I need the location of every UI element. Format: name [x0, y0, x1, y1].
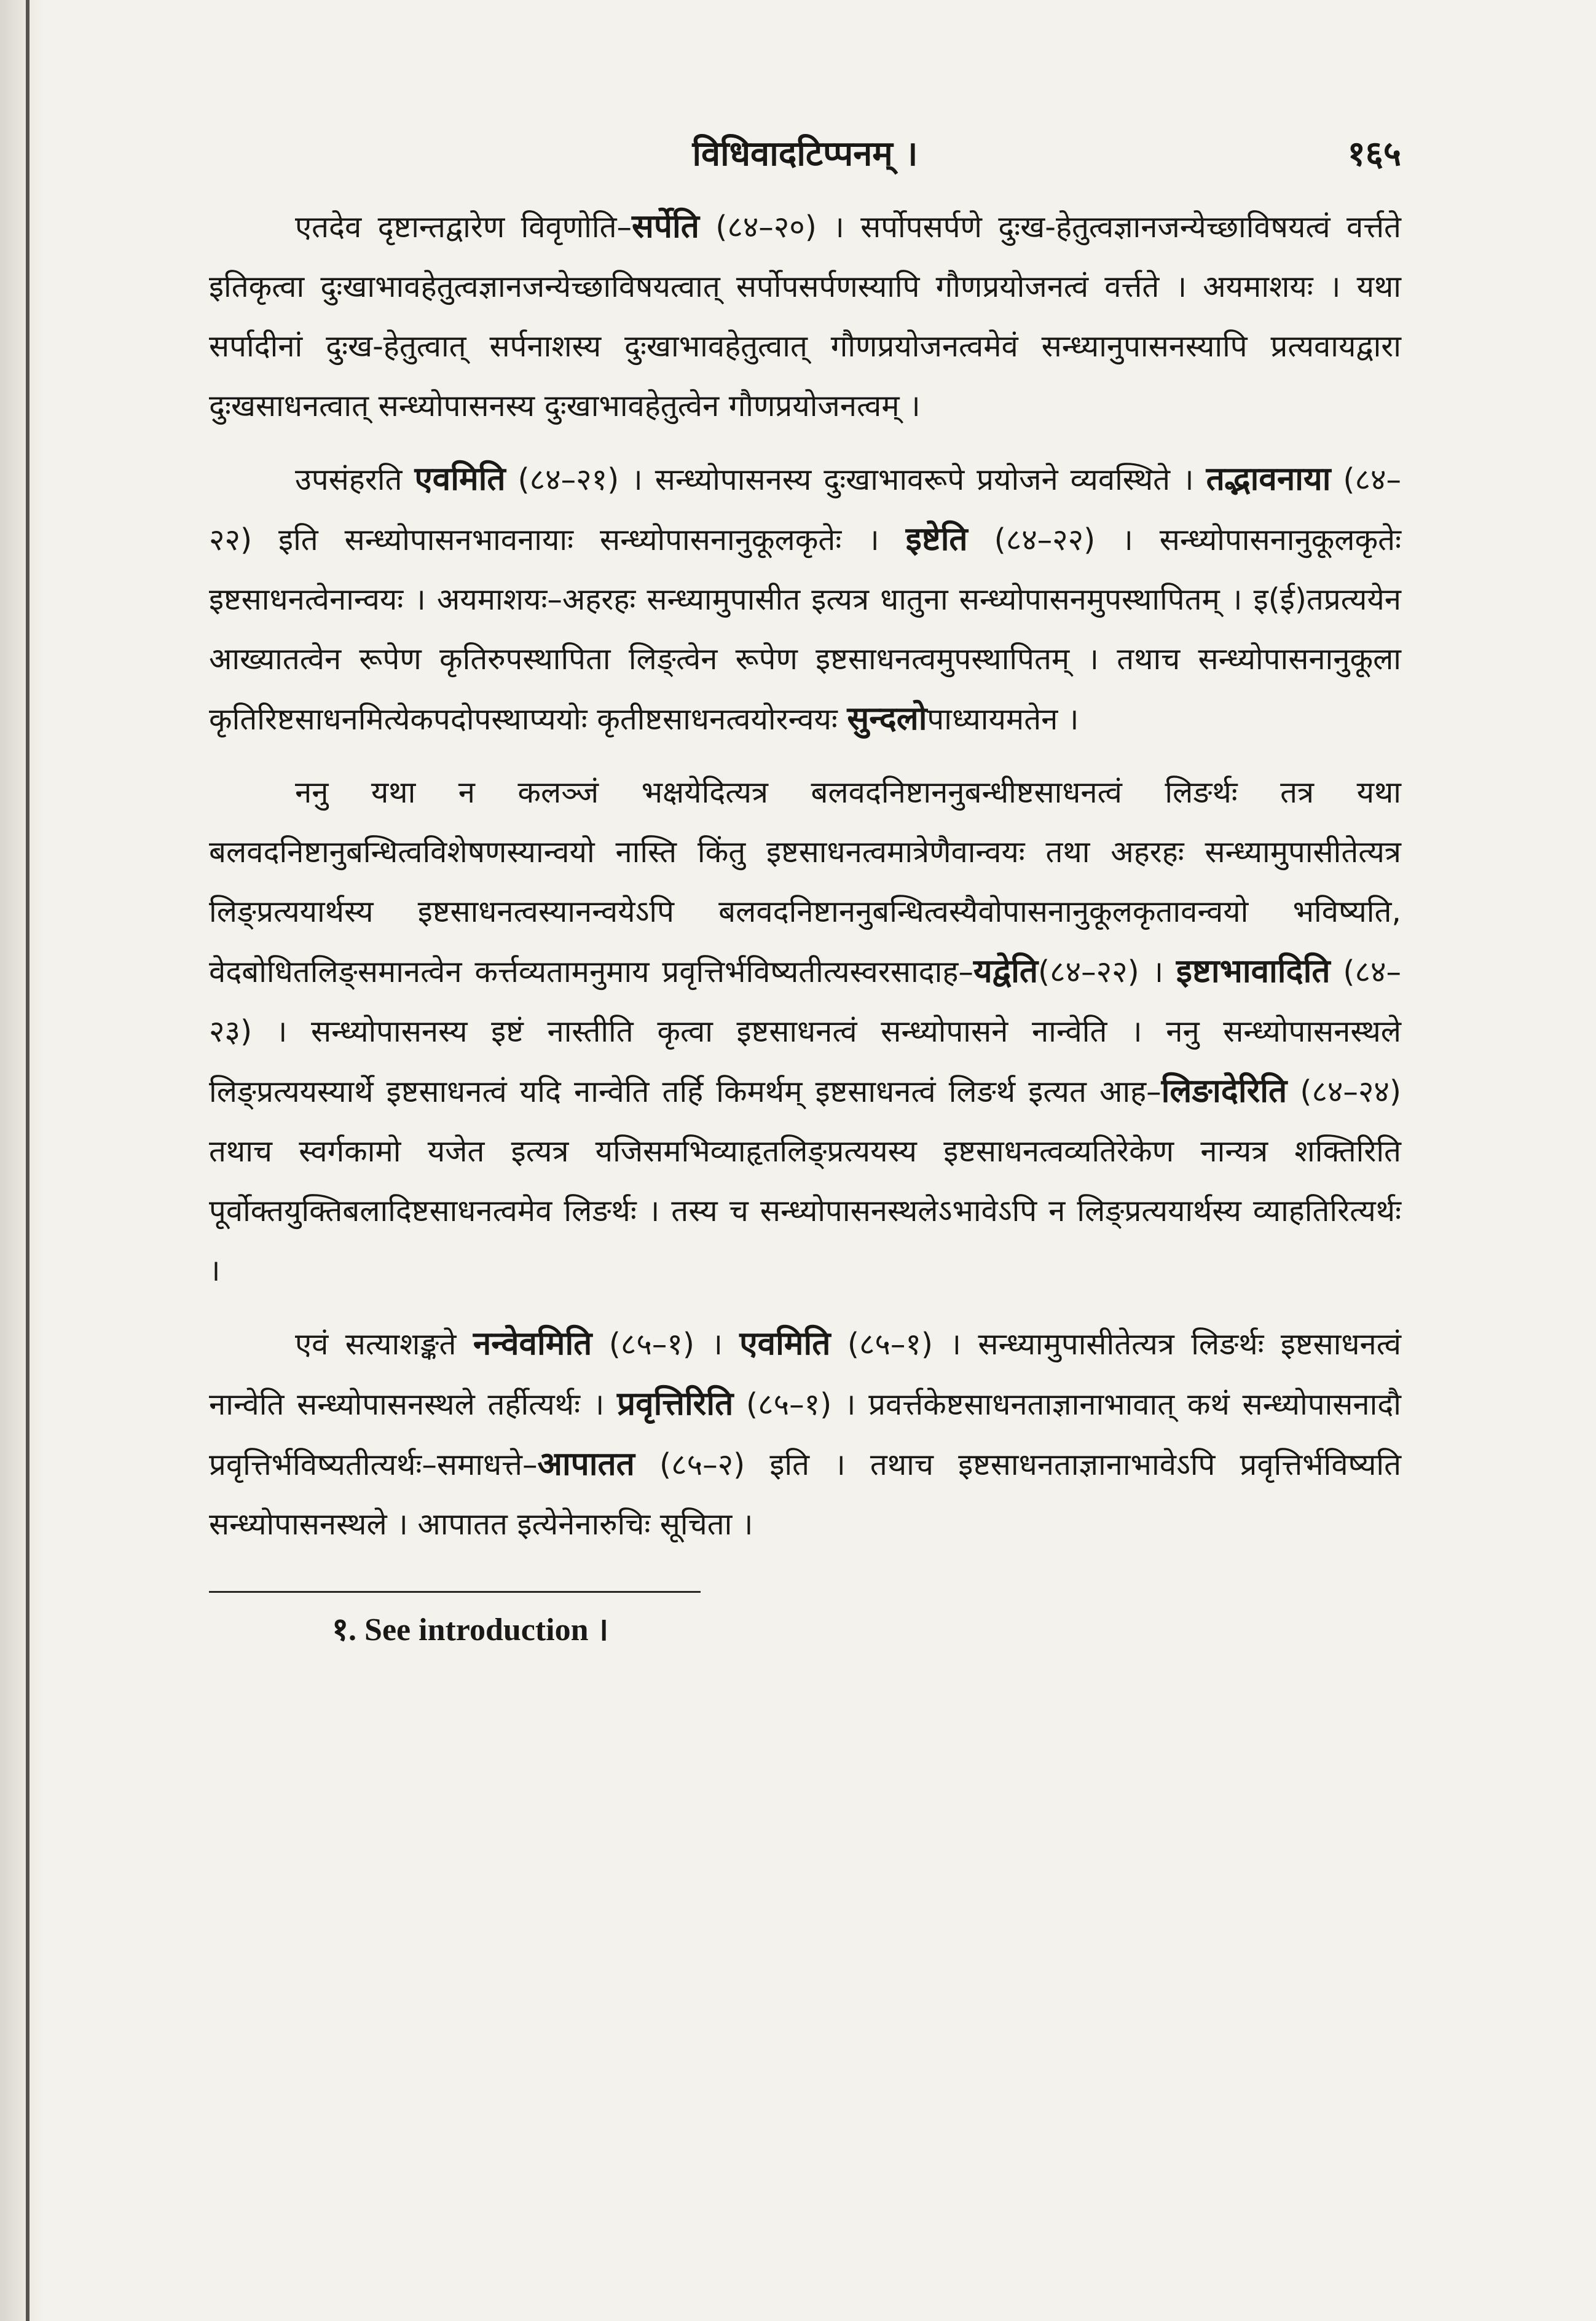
text-run: पाध्यायमतेन ।: [927, 702, 1079, 737]
text-run: उपसंहरति: [295, 462, 415, 497]
bold-term: सुन्दलो: [847, 700, 927, 737]
page-header: [209, 104, 1401, 184]
text-run: (८५–१) । सन्ध्यामुपासीतेत्यत्र लिङर्थः इष्टसाधनत्वं नान्वेति सन्ध्योपासनस्थले तर्हीत्यर्थः ।: [209, 1327, 1401, 1422]
body-text: [209, 197, 1401, 1554]
bold-term: सर्पेति: [632, 208, 699, 245]
text-run: एतदेव दृष्टान्तद्वारेण विवृणोति–: [295, 210, 632, 245]
binding-edge: [0, 0, 43, 2321]
text-run: (८४–२०) । सर्पोपसर्पणे दुःख-हेतुत्वज्ञानजन्येच्छाविषयत्वं वर्त्तते इतिकृत्वा दुःखाभावहेतुत्वज्ञानजन्येच्छाविषयत्वात् सर्पोपसर्पणस्यापि गौणप्रयोजनत्वं वर्त्तते । अयमाशयः । यथा सर्पादीनां दुःख-हेतुत्वात् सर्पनाशस्य दुःखाभावहेतुत्वात् गौणप्रयोजनत्वमेवं सन्ध्यानुपासनस्यापि प्रत्यवायद्वारा दुःखसाधनत्वात् सन्ध्योपासनस्य दुःखाभावहेतुत्वेन गौणप्रयोजनत्वम् ।: [209, 210, 1401, 423]
footnote-rule: [209, 1591, 701, 1593]
bold-term: एवमिति: [739, 1325, 831, 1362]
text-run: (८५–१) ।: [592, 1327, 740, 1362]
running-head: विधिवादटिप्पनम् ।: [692, 134, 918, 174]
binding-line: [26, 0, 29, 2321]
text-run: (८५–२) इति । तथाच इष्टसाधनताज्ञानाभावेऽपि प्रवृत्तिर्भविष्यति सन्ध्योपासनस्थले । आपातत इत्येनेनारुचिः सूचिता ।: [209, 1447, 1401, 1542]
bold-term: आपातत: [537, 1445, 635, 1483]
text-run: (८४–२३) । सन्ध्योपासनस्य इष्टं नास्तीति कृत्वा इष्टसाधनत्वं सन्ध्योपासने नान्वेति । ननु सन्ध्योपासनस्थले लिङ्प्रत्ययस्यार्थे इष्टसाधनत्वं यदि नान्वेति तर्हि किमर्थम् इष्टसाधनत्वं लिङर्थ इत्यत आह–: [209, 954, 1401, 1109]
bold-term: इष्टाभावादिति: [1176, 952, 1331, 990]
paragraph: [209, 763, 1401, 1300]
text-run: (८४–२२) । सन्ध्योपासनानुकूलकृतेः इष्टसाधनत्वेनान्वयः । अयमाशयः–अहरहः सन्ध्यामुपासीत इत्यत्र धातुना सन्ध्योपासनमुपस्थापितम् । इ(ई)तप्रत्ययेन आख्यातत्वेन रूपेण कृतिरुपस्थापिता लिङ्त्वेन रूपेण इष्टसाधनत्वमुपस्थापितम् । तथाच सन्ध्योपासनानुकूला कृतिरिष्टसाधनमित्येकपदोपस्थाप्ययोः कृतीष्टसाधनत्वयोरन्वयः: [209, 522, 1401, 737]
text-run: (८४–२१) । सन्ध्योपासनस्य दुःखाभावरूपे प्रयोजने व्यवस्थिते ।: [505, 462, 1206, 497]
paragraph: [209, 197, 1401, 436]
bold-term: यद्वेति: [973, 952, 1039, 990]
text-run: एवं सत्याशङ्कते: [295, 1327, 473, 1362]
bold-term: नन्वेवमिति: [473, 1325, 592, 1362]
text-run: (८४–२२) ।: [1038, 954, 1176, 989]
paragraph: [209, 449, 1401, 749]
bold-term: एवमिति: [414, 460, 506, 498]
footnote: १. See introduction ।: [332, 1612, 609, 1647]
bold-term: तद्भावनाया: [1206, 460, 1331, 498]
book-page: [209, 104, 1401, 1650]
paragraph: [209, 1314, 1401, 1554]
text-run: (८४–२४) तथाच स्वर्गकामो यजेत इत्यत्र यजिसमभिव्याहृतलिङ्प्रत्ययस्य इष्टसाधनत्वव्यतिरेकेण नान्यत्र शक्तिरिति पूर्वोक्तयुक्तिबलादिष्टसाधनत्वमेव लिङर्थः । तस्य च सन्ध्योपासनस्थलेऽभावेऽपि न लिङ्प्रत्ययार्थस्य व्याहतिरित्यर्थः ।: [209, 1074, 1401, 1288]
text-run: ननु यथा न कलञ्जं भक्षयेदित्यत्र बलवदनिष्टाननुबन्धीष्टसाधनत्वं लिङर्थः तत्र यथा बलवदनिष्टानुबन्धित्वविशेषणस्यान्वयो नास्ति किंतु इष्टसाधनत्वमात्रेणैवान्वयः तथा अहरहः सन्ध्यामुपासीतेत्यत्र लिङ्प्रत्ययार्थस्य इष्टसाधनत्वस्यानन्वयेऽपि बलवदनिष्टाननुबन्धित्वस्यैवोपासनानुकूलकृतावन्वयो भविष्यति, वेदबोधितलिङ्समानत्वेन कर्त्तव्यतामनुमाय प्रवृत्तिर्भविष्यतीत्यस्वरसादाह–: [209, 775, 1401, 989]
text-run: (८५–१) । प्रवर्त्तकेष्टसाधनताज्ञानाभावात् कथं सन्ध्योपासनादौ प्रवृत्तिर्भविष्यतीत्यर्थः–समाधत्ते–: [209, 1387, 1402, 1482]
bold-term: इष्टेति: [905, 520, 968, 558]
page-number: १६५: [1347, 134, 1401, 174]
bold-term: लिङादेरिति: [1161, 1072, 1287, 1110]
bold-term: प्रवृत्तिरिति: [616, 1385, 734, 1423]
text-run: (८४–२२) इति सन्ध्योपासनभावनायाः सन्ध्योपासनानुकूलकृतेः ।: [209, 462, 1401, 557]
